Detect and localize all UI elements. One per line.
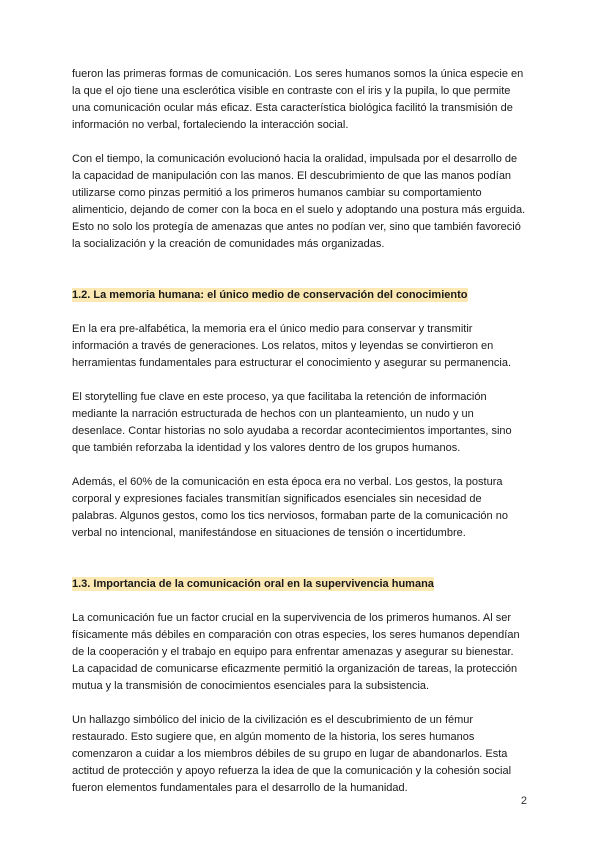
section-heading-text: 1.3. Importancia de la comunicación oral en la supervivencia humana: [72, 578, 434, 590]
paragraph: La comunicación fue un factor crucial en la supervivencia de los primeros humanos. Al ser físicamente más débiles en comparación con otras especies, los seres humanos dependían de la cooperación y el trabajo en equipo para enfrentar amenazas y asegurar su bienestar. La capacidad de comunicarse eficazmente permitió la organización de tareas, la protección mutua y la transmisión de conocimientos esenciales para la subsistencia.: [72, 612, 520, 692]
paragraph: En la era pre-alfabética, la memoria era el único medio para conservar y transmitir información a través de generaciones. Los relatos, mitos y leyendas se convirtieron en herramientas fundamentales para estructurar el conocimiento y asegurar su permanencia.: [72, 323, 512, 369]
paragraph: Un hallazgo simbólico del inicio de la civilización es el descubrimiento de un fémur restaurado. Esto sugiere que, en algún momento de la historia, los seres humanos comenzaron a cuidar a los miembros débiles de su grupo en lugar de abandonarlos. Esta actitud de protección y apoyo refuerza la idea de que la comunicación y la cohesión social fueron elementos fundamentales para el desarrollo de la humanidad.: [72, 714, 512, 794]
document-page: [72, 66, 528, 797]
section-heading-1-2: [72, 287, 528, 304]
section-heading-text: 1.2. La memoria humana: el único medio de conservación del conocimiento: [72, 289, 468, 301]
paragraph: Con el tiempo, la comunicación evolucionó hacia la oralidad, impulsada por el desarrollo de la capacidad de manipulación con las manos. El descubrimiento de que las manos podían utilizarse como pinzas permitió a los primeros humanos cambiar su comportamiento alimenticio, dejando de comer con la boca en el suelo y adoptando una postura más erguida. Esto no solo los protegía de amenazas que antes no podían ver, sino que también favoreció la socialización y la creación de comunidades más organizadas.: [72, 153, 526, 250]
page-number: 2: [520, 795, 527, 807]
section-heading-1-3: [72, 576, 528, 593]
paragraph: Además, el 60% de la comunicación en esta época era no verbal. Los gestos, la postura corporal y expresiones faciales transmitían significados esenciales sin necesidad de palabras. Algunos gestos, como los tics nerviosos, formaban parte de la comunicación no verbal no intencional, manifestándose en situaciones de tensión o incertidumbre.: [72, 476, 508, 539]
paragraph: El storytelling fue clave en este proceso, ya que facilitaba la retención de información mediante la narración estructurada de hechos con un planteamiento, un nudo y un desenlace. Contar historias no solo ayudaba a recordar acontecimientos importantes, sino que también reforzaba la identidad y los valores dentro de los grupos humanos.: [72, 391, 512, 454]
paragraph: fueron las primeras formas de comunicación. Los seres humanos somos la única especie en la que el ojo tiene una esclerótica visible en contraste con el iris y la pupila, lo que permite una comunicación ocular más eficaz. Esta característica biológica facilitó la transmisión de información no verbal, fortaleciendo la interacción social.: [72, 68, 524, 131]
